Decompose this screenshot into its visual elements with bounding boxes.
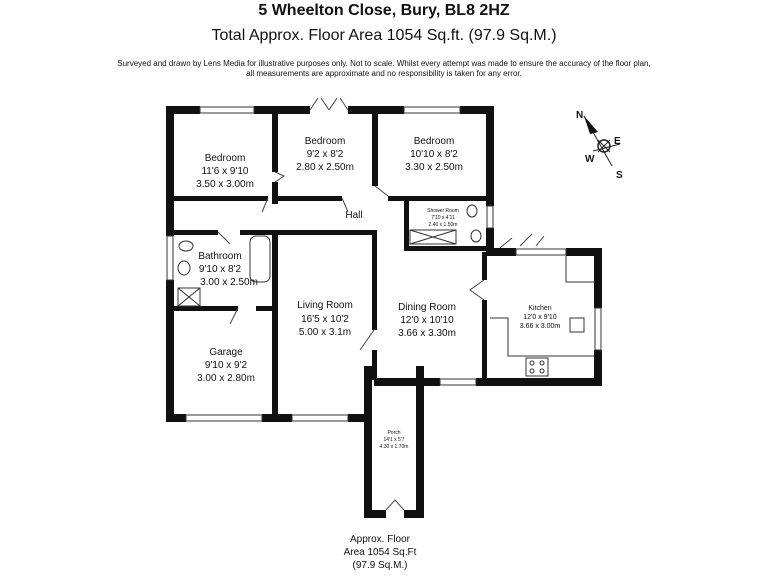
disclaimer-line-1: Surveyed and drawn by Lens Media for illustrative purposes only. Not to scale. Whilst every attempt was made to ensure the accuracy of the floor plan, bbox=[117, 59, 651, 68]
room-metric: 3.00 x 2.80m bbox=[197, 373, 255, 384]
bath-fixture bbox=[250, 236, 270, 282]
room-metric: 5.00 x 3.1m bbox=[298, 327, 352, 338]
room-name: Kitchen bbox=[528, 305, 552, 312]
footer-line-2: Area 1054 Sq.Ft bbox=[343, 547, 417, 558]
room-name: Hall bbox=[345, 210, 363, 221]
room-name: Bathroom bbox=[198, 251, 242, 262]
footer-line-3: (97.9 Sq.M.) bbox=[352, 560, 408, 571]
room-living bbox=[297, 300, 353, 338]
room-name: Dining Room bbox=[398, 302, 456, 313]
room-name: Bedroom bbox=[204, 153, 246, 164]
room-garage bbox=[197, 347, 255, 384]
compass-s: S bbox=[616, 170, 623, 181]
room-bedroom-1 bbox=[196, 153, 254, 190]
room-name: Porch bbox=[387, 430, 401, 436]
room-name: Shower Room bbox=[427, 208, 459, 214]
room-metric: 3.66 x 3.00m bbox=[519, 323, 561, 330]
compass bbox=[576, 110, 623, 181]
room-hall bbox=[345, 210, 362, 221]
room-metric: 2.80 x 2.50m bbox=[296, 162, 354, 173]
room-metric: 3.66 x 3.30m bbox=[398, 328, 456, 339]
total-area-title: Total Approx. Floor Area 1054 Sq.ft. (97.9 Sq.M.) bbox=[211, 27, 557, 44]
kitchen-hob bbox=[526, 358, 548, 376]
compass-w: W bbox=[585, 154, 595, 165]
room-metric: 2.40 x 1.50m bbox=[428, 222, 458, 228]
shower-room-toilet bbox=[467, 205, 477, 217]
room-metric: 3.00 x 2.50m bbox=[200, 277, 258, 288]
kitchen-sink bbox=[570, 318, 584, 332]
room-dining bbox=[398, 302, 456, 339]
room-imperial: 12'0 x 10'10 bbox=[400, 315, 454, 326]
disclaimer-line-2: all measurements are approximate and no responsibility is taken for any error. bbox=[246, 69, 522, 78]
shower-room-basin bbox=[471, 230, 481, 242]
north-arrow-icon bbox=[584, 116, 598, 134]
room-shower bbox=[427, 208, 459, 228]
footer-line-1: Approx. Floor bbox=[349, 534, 411, 545]
compass-e: E bbox=[614, 136, 621, 147]
room-imperial: 10'10 x 8'2 bbox=[410, 149, 458, 160]
room-bedroom-2 bbox=[296, 136, 354, 173]
room-metric: 3.50 x 3.00m bbox=[196, 179, 254, 190]
room-imperial: 12'0 x 9'10 bbox=[523, 314, 557, 321]
room-metric: 3.30 x 2.50m bbox=[405, 162, 463, 173]
basin-fixture bbox=[178, 261, 190, 275]
room-imperial: 7'10 x 4'11 bbox=[431, 215, 455, 221]
room-imperial: 9'2 x 8'2 bbox=[306, 149, 344, 160]
room-bedroom-3 bbox=[405, 136, 463, 173]
room-imperial: 14'1 x 5'7 bbox=[383, 437, 405, 443]
room-bathroom bbox=[198, 251, 258, 288]
room-name: Bedroom bbox=[304, 136, 346, 147]
compass-n: N bbox=[576, 110, 584, 121]
room-porch bbox=[380, 430, 409, 450]
room-name: Bedroom bbox=[413, 136, 455, 147]
address-title: 5 Wheelton Close, Bury, BL8 2HZ bbox=[258, 2, 510, 19]
room-imperial: 9'10 x 9'2 bbox=[204, 360, 248, 371]
room-kitchen bbox=[520, 305, 561, 330]
room-imperial: 9'10 x 8'2 bbox=[198, 264, 242, 275]
room-imperial: 11'6 x 9'10 bbox=[201, 166, 249, 177]
room-name: Garage bbox=[209, 347, 243, 358]
room-name: Living Room bbox=[297, 300, 353, 311]
toilet-fixture bbox=[179, 241, 193, 251]
room-metric: 4.30 x 1.70m bbox=[379, 444, 409, 450]
room-imperial: 16'5 x 10'2 bbox=[301, 314, 349, 325]
